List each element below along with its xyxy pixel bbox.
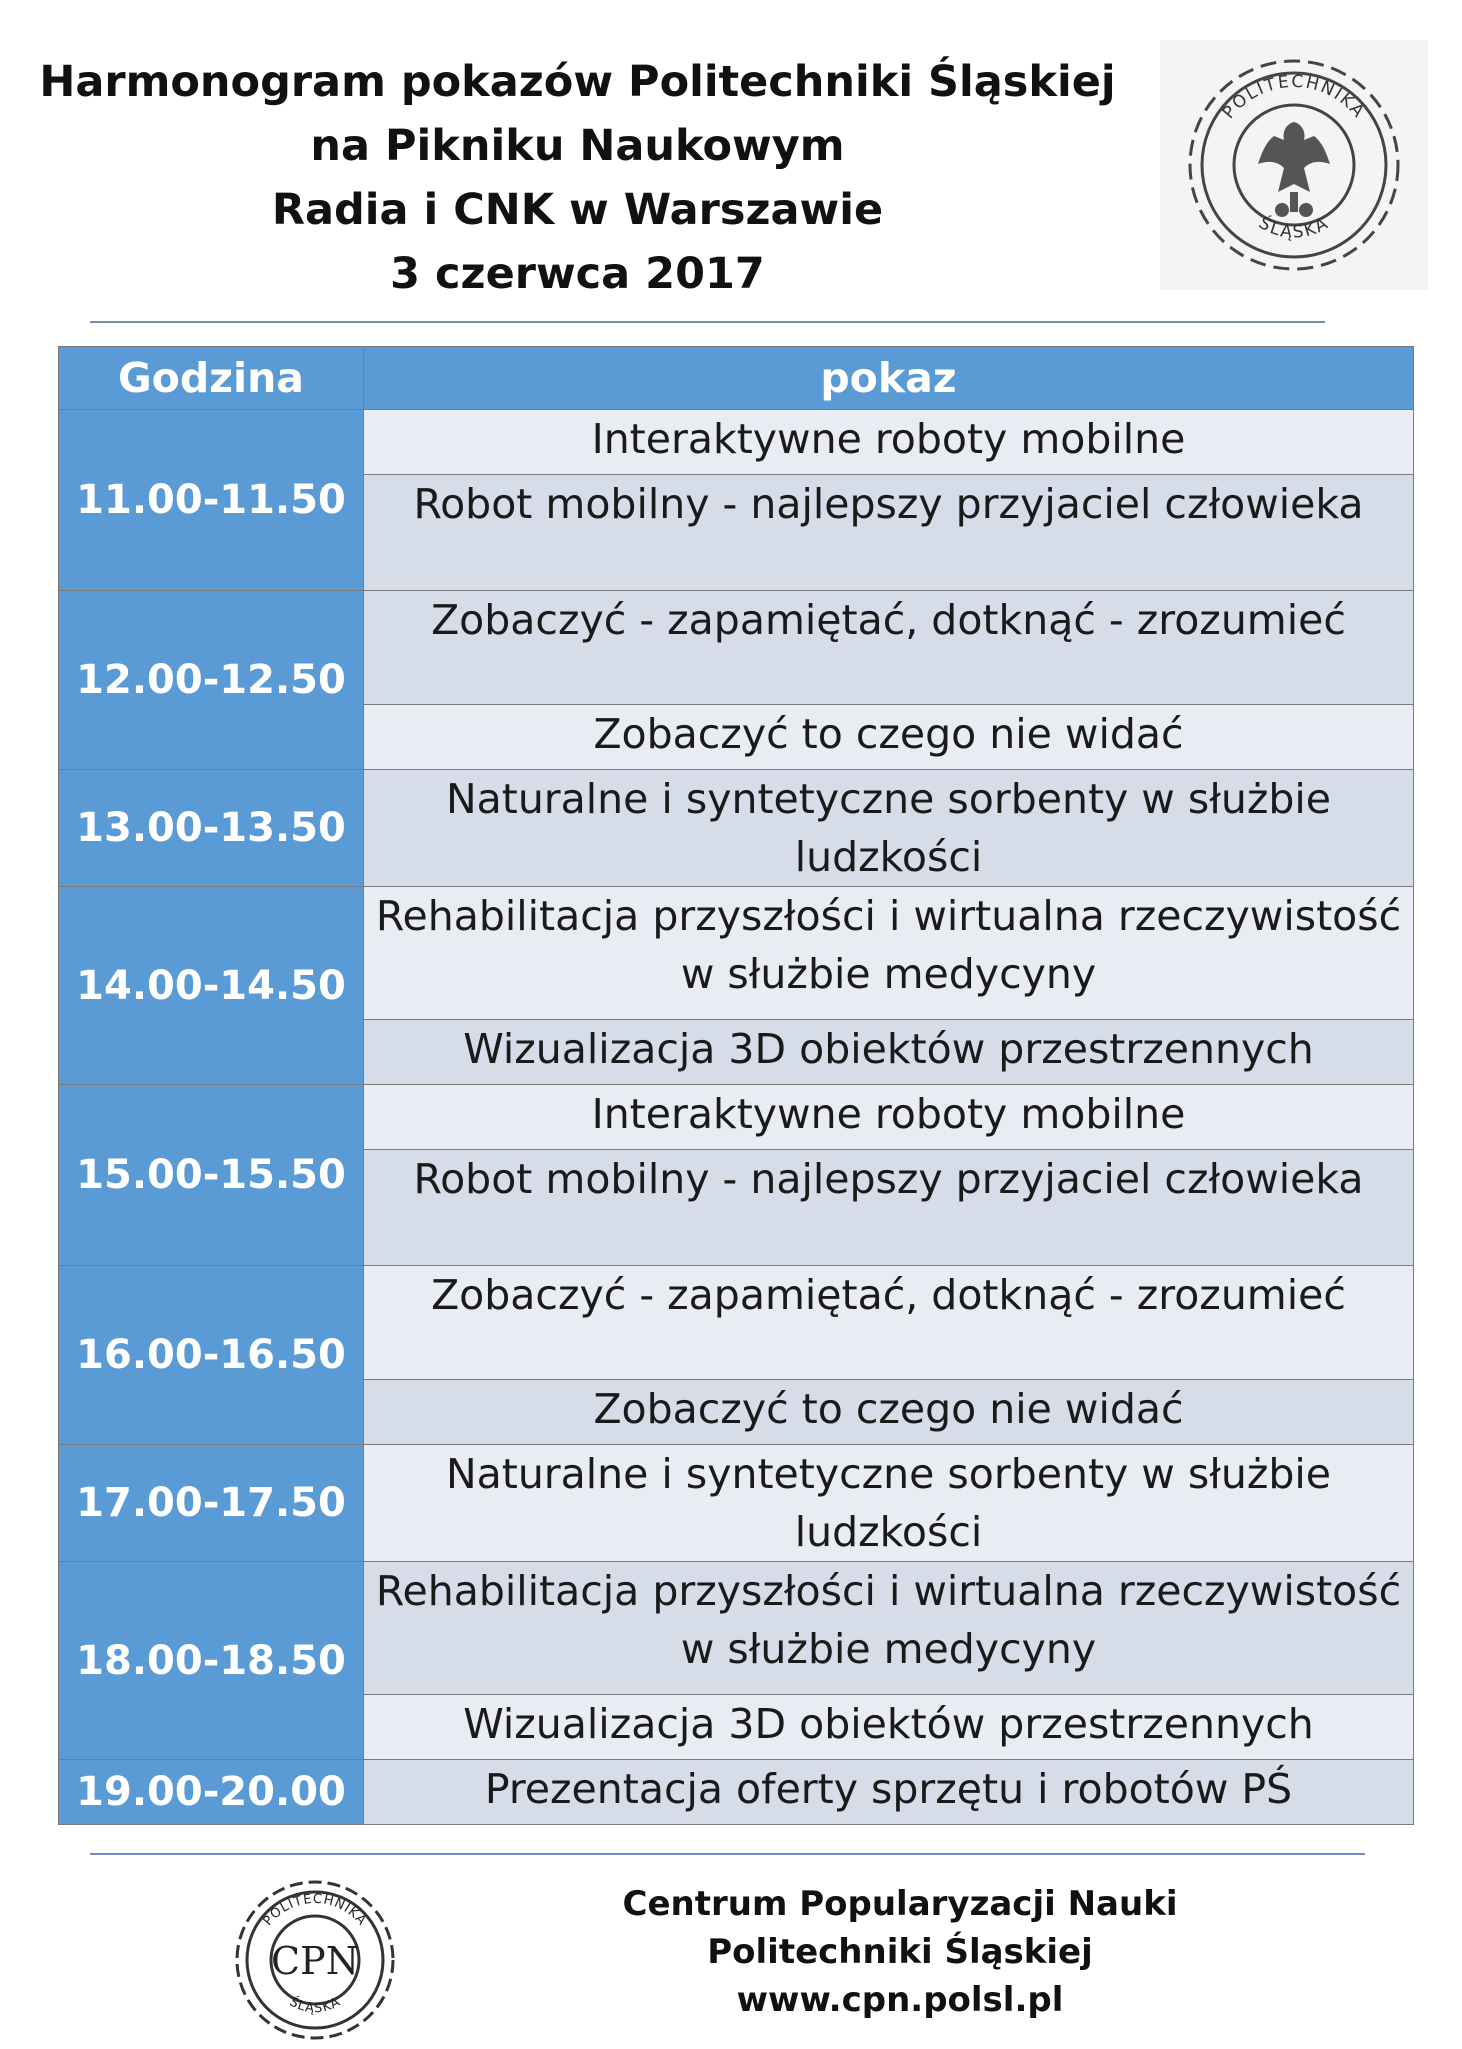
svg-text:ŚLĄSKA: ŚLĄSKA [286,1994,344,2017]
show-item: Robot mobilny - najlepszy przyjaciel człowieka [364,475,1414,591]
show-item: Robot mobilny - najlepszy przyjaciel człowieka [364,1150,1414,1266]
title-date: 3 czerwca 2017 [390,249,765,299]
show-item: Zobaczyć to czego nie widać [364,1380,1414,1445]
title-line-1: Harmonogram pokazów Politechniki Śląskiej [39,57,1116,107]
table-row [59,1760,1414,1825]
svg-text:ŚLĄSKA: ŚLĄSKA [1255,212,1333,243]
time-slot: 14.00-14.50 [59,887,364,1085]
table-row [59,591,1414,705]
top-divider [90,321,1325,323]
show-item: Interaktywne roboty mobilne [364,1085,1414,1150]
show-item: Rehabilitacja przyszłości i wirtualna rzeczywistość w służbie medycyny [364,1562,1414,1695]
footer-website: www.cpn.polsl.pl [736,1980,1064,2020]
time-slot: 11.00-11.50 [59,410,364,591]
table-row [59,1562,1414,1695]
time-slot: 13.00-13.50 [59,770,364,887]
table-row [59,1085,1414,1150]
svg-text:CPN: CPN [271,1939,359,1983]
show-item: Naturalne i syntetyczne sorbenty w służbie ludzkości [364,770,1414,887]
column-header-time: Godzina [59,347,364,410]
bottom-divider [90,1853,1365,1855]
title-line-2: na Pikniku Naukowym [310,121,845,171]
time-slot: 15.00-15.50 [59,1085,364,1266]
table-row [59,770,1414,887]
column-header-show: pokaz [364,347,1414,410]
svg-text:POLITECHNIKA: POLITECHNIKA [1218,71,1370,123]
footer-org-name: Centrum Popularyzacji Nauki [622,1884,1178,1924]
time-slot: 17.00-17.50 [59,1445,364,1562]
svg-text:POLITECHNIKA: POLITECHNIKA [260,1891,370,1929]
show-item: Interaktywne roboty mobilne [364,410,1414,475]
footer-org-university: Politechniki Śląskiej [707,1932,1093,1972]
schedule-table [58,346,1414,1825]
show-item: Rehabilitacja przyszłości i wirtualna rzeczywistość w służbie medycyny [364,887,1414,1020]
show-item: Zobaczyć to czego nie widać [364,705,1414,770]
time-slot: 16.00-16.50 [59,1266,364,1445]
time-slot: 19.00-20.00 [59,1760,364,1825]
table-row [59,1445,1414,1562]
show-item: Prezentacja oferty sprzętu i robotów PŚ [364,1760,1414,1825]
table-row [59,1266,1414,1380]
show-item: Wizualizacja 3D obiektów przestrzennych [364,1020,1414,1085]
show-item: Zobaczyć - zapamiętać, dotknąć - zrozumieć [364,1266,1414,1380]
table-row [59,887,1414,1020]
show-item: Naturalne i syntetyczne sorbenty w służbie ludzkości [364,1445,1414,1562]
university-logo [1160,40,1428,290]
cpn-logo [230,1875,400,2049]
time-slot: 12.00-12.50 [59,591,364,770]
footer [560,1880,1240,2024]
time-slot: 18.00-18.50 [59,1562,364,1760]
cpn-emblem-icon [230,1875,400,2045]
eagle-emblem-icon [1178,52,1410,278]
table-header-row [59,347,1414,410]
page-title [0,50,1155,306]
show-item: Zobaczyć - zapamiętać, dotknąć - zrozumieć [364,591,1414,705]
table-row [59,410,1414,475]
title-line-3: Radia i CNK w Warszawie [271,185,884,235]
show-item: Wizualizacja 3D obiektów przestrzennych [364,1695,1414,1760]
